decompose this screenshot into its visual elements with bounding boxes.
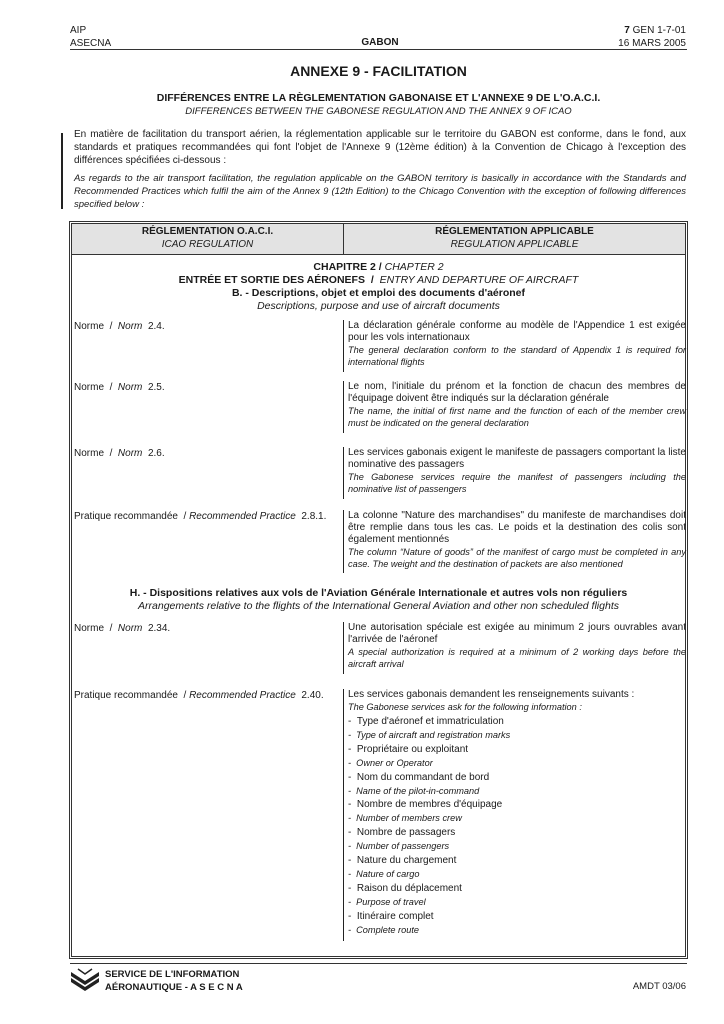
column-header-applicable-en: REGULATION APPLICABLE <box>450 239 579 250</box>
row-text-en: The Gabonese services require the manifest of passengers including the nominative list of passengers <box>348 472 686 494</box>
row-ref: 2.34. <box>147 623 171 634</box>
row-label-fr: Norme <box>74 382 105 393</box>
column-header-applicable-fr: RÉGLEMENTATION APPLICABLE <box>435 226 594 237</box>
list-item: - Nombre de passagers <box>348 827 456 839</box>
row-divider <box>343 510 344 573</box>
list-item: - Nature du chargement <box>348 855 457 867</box>
row-divider <box>343 320 344 372</box>
page-title: ANNEXE 9 - FACILITATION <box>290 63 467 79</box>
section-b-fr: B. - Descriptions, objet et emploi des documents d'aéronef <box>231 287 526 299</box>
row-text <box>348 320 686 368</box>
list-item: - Raison du déplacement <box>348 882 462 894</box>
row-text <box>348 381 686 429</box>
row-label: Pratique recommandée / Recommended Practice 2.8.1. <box>74 511 327 522</box>
row-label-fr: Norme <box>74 448 105 459</box>
asecna-logo-icon <box>70 968 100 994</box>
row-ref: 2.4. <box>147 321 165 332</box>
column-header-icao <box>72 225 343 251</box>
list-item: - Propriétaire ou exploitant <box>348 743 469 755</box>
row-ref: 2.6. <box>147 448 165 459</box>
row-text <box>348 689 686 713</box>
row-text-en: The general declaration conform to the standard of Appendix 1 is required for international flights <box>348 345 686 367</box>
row-label: Norme / Norm 2.34. <box>74 623 171 634</box>
list-item: - Name of the pilot-in-command <box>348 785 480 796</box>
chapter-title-fr: ENTRÉE ET SORTIE DES AÉRONEFS <box>178 274 365 286</box>
header-aip: AIP <box>70 25 87 36</box>
section-h-heading <box>72 587 685 613</box>
row-label: Norme / Norm 2.6. <box>74 448 165 459</box>
row-ref: 2.40. <box>301 690 324 701</box>
list-item: - Nombre de membres d'équipage <box>348 799 503 811</box>
list-item: - Type d'aéronef et immatriculation <box>348 716 504 727</box>
chapter-title-en: ENTRY AND DEPARTURE OF AIRCRAFT <box>379 274 579 286</box>
header-asecna: ASECNA <box>70 38 112 49</box>
row-label: Norme / Norm 2.4. <box>74 321 165 332</box>
row-label-en: Norm <box>117 382 143 393</box>
page-number: 7 <box>624 25 630 36</box>
footer-amendment: AMDT 03/06 <box>632 981 686 992</box>
row-text-fr: La déclaration générale conforme au modèle de l'Appendice 1 est exigée pour les vols internationaux <box>348 320 686 343</box>
row-label-fr: Norme <box>74 623 105 634</box>
row-divider <box>343 622 344 674</box>
subtitle-french: DIFFÉRENCES ENTRE LA RÈGLEMENTATION GABONAISE ET L'ANNEXE 9 DE L'O.A.C.I. <box>156 92 601 104</box>
row-label-en: Recommended Practice <box>189 690 296 701</box>
row-ref: 2.8.1. <box>301 511 327 522</box>
row-label-en: Norm <box>117 321 143 332</box>
header-date: 16 MARS 2005 <box>618 38 686 49</box>
row-label-en: Norm <box>117 623 143 634</box>
row-label-en: Recommended Practice <box>189 511 296 522</box>
list-item: - Number of members crew <box>348 813 462 824</box>
row-text-en: The name, the initial of first name and the function of each of the member crew must be indicated on the general declaration <box>348 406 686 428</box>
footer-rule <box>70 963 687 964</box>
list-item: - Nature of cargo <box>348 868 420 879</box>
header-rule <box>70 49 687 50</box>
column-header-icao-fr: RÉGLEMENTATION O.A.C.I. <box>141 226 274 237</box>
list-item: - Purpose of travel <box>348 896 426 907</box>
row-text-en: The column “Nature of goods” of the manifest of cargo must be completed in any case. The weight and the destination of packets are also mentioned <box>348 547 686 569</box>
row-label: Norme / Norm 2.5. <box>74 382 165 393</box>
footer-service-line2: AÉRONAUTIQUE - A S E C N A <box>105 982 243 993</box>
chapter-title-separator: / <box>370 274 374 286</box>
intro-french: En matière de facilitation du transport aérien, la réglementation applicable sur le territoire du GABON est conforme, dans le fond, aux standards et pratiques recommandées qui font l'objet de l'Annexe 9 (12ème édition) à la Convention de Chicago à l'exception des différences spécifiées ci-dessous : <box>74 129 686 166</box>
row-text-en: The Gabonese services ask for the following information : <box>348 702 582 712</box>
list-item: - Complete route <box>348 924 419 935</box>
row-ref: 2.5. <box>147 382 165 393</box>
column-header-icao-en: ICAO REGULATION <box>161 239 254 250</box>
row-label-fr: Pratique recommandée <box>74 690 178 701</box>
row-text-fr: Le nom, l'initiale du prénom et la fonction de chacun des membres de l'équipage doivent être indiqués sur la déclaration générale <box>348 381 686 404</box>
row-text-fr: Les services gabonais demandent les renseignements suivants : <box>348 689 635 700</box>
row-label-fr: Norme <box>74 321 105 332</box>
row-text <box>348 447 686 495</box>
row-text <box>348 622 686 670</box>
list-item: - Itinéraire complet <box>348 910 434 922</box>
list-item: - Number of passengers <box>348 841 450 852</box>
row-label-en: Norm <box>117 448 143 459</box>
row-text-fr: Une autorisation spéciale est exigée au minimum 2 jours ouvrables avant l'arrivée de l'aéronef <box>348 622 686 645</box>
chapter-heading <box>72 261 685 313</box>
row-label-fr: Pratique recommandée <box>74 511 178 522</box>
chapter-label-fr: CHAPITRE 2 <box>313 261 376 273</box>
list-item: - Nom du commandant de bord <box>348 771 490 783</box>
column-header-applicable <box>344 225 685 251</box>
section-b-en: Descriptions, purpose and use of aircraft documents <box>257 300 500 312</box>
chapter-label-en: CHAPTER 2 <box>384 261 444 273</box>
row-text <box>348 510 686 570</box>
list-item: - Owner or Operator <box>348 757 433 768</box>
revision-bar <box>61 133 63 209</box>
footer-service <box>105 968 243 994</box>
section-h-en: Arrangements relative to the flights of the International General Aviation and other non scheduled flights <box>138 600 619 612</box>
row-text-fr: La colonne "Nature des marchandises" du manifeste de marchandises doit être remplie dans tous les cas. Le poids et la destination des colis sont également mentionnés <box>348 510 686 545</box>
header-country: GABON <box>361 37 399 48</box>
list-item: - Type of aircraft and registration marks <box>348 729 511 740</box>
row-divider <box>343 689 344 941</box>
section-h-fr: H. - Dispositions relatives aux vols de l'Aviation Générale Internationale et autres vols non réguliers <box>129 587 628 599</box>
footer-service-line1: SERVICE DE L'INFORMATION <box>105 969 240 980</box>
information-list <box>348 715 678 938</box>
header-right <box>618 24 686 50</box>
doc-reference: GEN 1-7-01 <box>632 25 686 36</box>
row-text-en: A special authorization is required at a minimum of 2 working days before the aircraft arrival <box>348 647 686 669</box>
row-text-fr: Les services gabonais exigent le manifeste de passagers comportant la liste nominative des passagers <box>348 447 686 470</box>
chapter-label-separator: / <box>378 261 382 273</box>
intro-english: As regards to the air transport facilitation, the regulation applicable on the GABON territory is basically in accordance with the Standards and Recommended Practices which fulfil the aim of the Annex 9 (12th Edition) to the Chicago Convention with the exception of following differences specified below : <box>74 173 686 210</box>
row-divider <box>343 447 344 499</box>
subtitle-english: DIFFERENCES BETWEEN THE GABONESE REGULATION AND THE ANNEX 9 OF ICAO <box>185 106 572 117</box>
row-label: Pratique recommandée / Recommended Practice 2.40. <box>74 690 324 701</box>
row-divider <box>343 381 344 433</box>
